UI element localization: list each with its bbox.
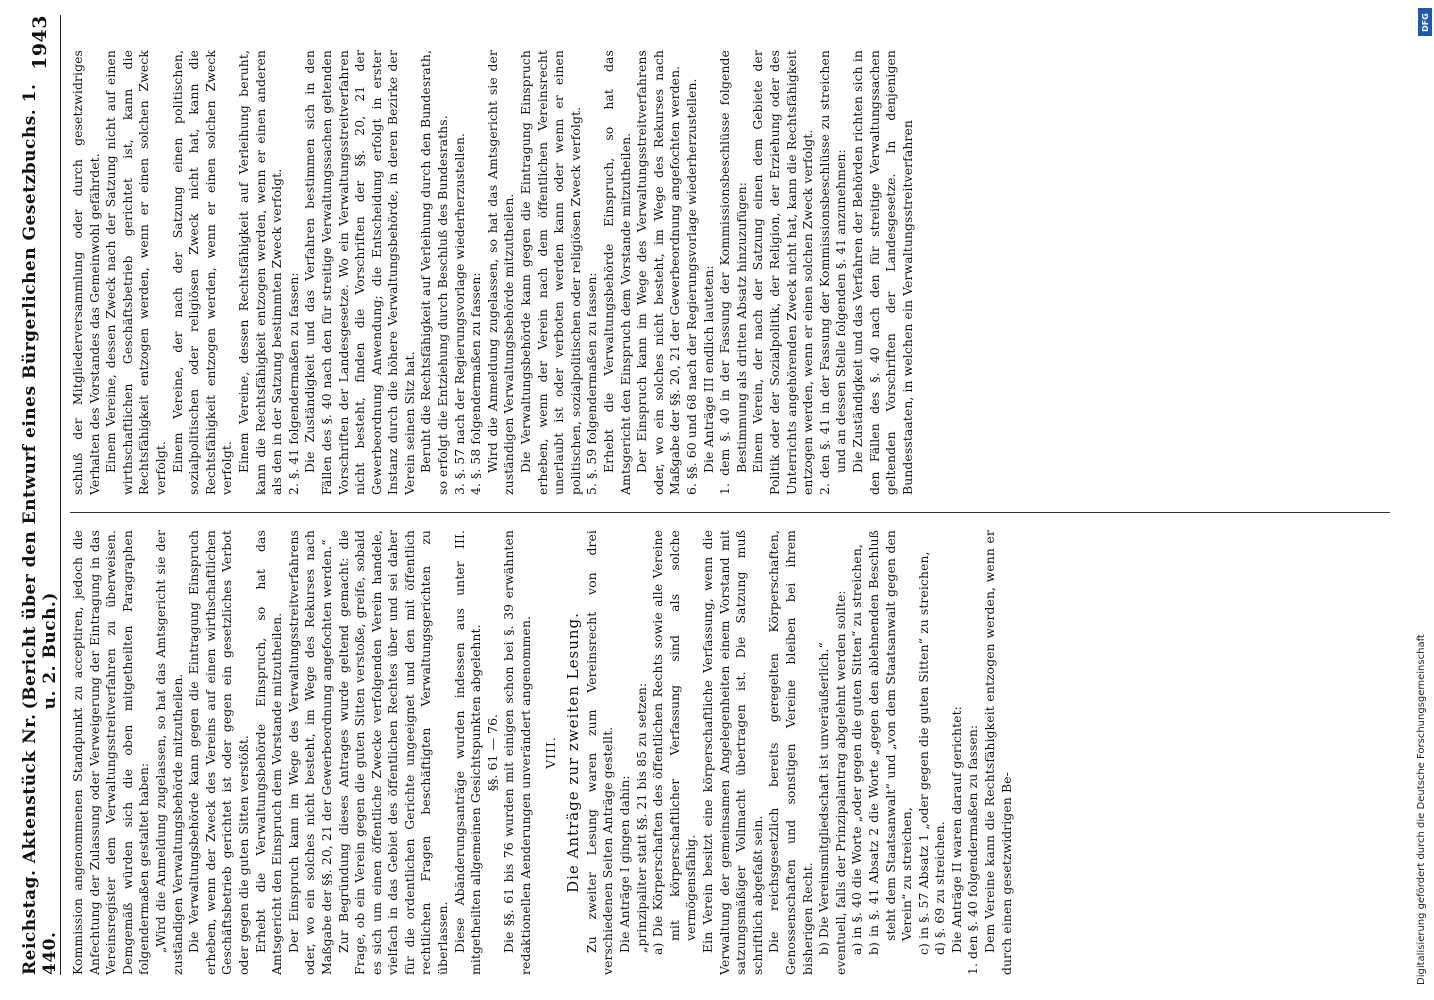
paragraph: Erhebt die Verwaltungsbehörde Einspruch, so hat das Amtsgericht den Einspruch dem Vorstande mitzutheilen.: [252, 530, 285, 975]
dfg-logo: DFG: [1418, 8, 1432, 36]
paragraph: Die Anträge III endlich lauteten:: [700, 265, 716, 473]
paragraph: Die reichsgesetzlich bereits geregelten Körperschaften, Genossenschaften und sonstigen Vereine bleiben bei ihrem bisherigen Recht.: [766, 530, 815, 975]
paragraph: Zur Begründung dieses Antrages wurde geltend gemacht: die Frage, ob ein Verein gegen die guten Sitten verstoße, greife, sobald es sich um einen öffentliche Zwecke verfolgenden Verein handele, vielfach in das Gebiet des öffentlichen Rechtes über und sei daher für die ordentlichen Gerichte ungeeignet und den mit öffentlich rechtlichen Fragen beschäftigten Verwaltungsgerichten zu überlassen.: [335, 530, 451, 975]
paragraph: Die Anträge II waren darauf gerichtet:: [948, 706, 964, 953]
paragraph: 5. §. 59 folgendermaßen zu fassen:: [584, 272, 600, 495]
paragraph: Die Verwaltungsbehörde kann gegen die Eintragung Einspruch erheben, wenn der Zweck des Vereins auf einen wirthschaftlichen Geschäftsbetrieb gerichtet ist oder gegen ein gesetzliches Verbot oder gegen die guten Sitten verstößt.: [186, 530, 251, 975]
header-left: Reichstag. Aktenstück Nr. 440.: [20, 713, 60, 975]
paragraph: d) §. 69 zu streichen.: [932, 821, 948, 955]
paragraph: VIII.: [542, 736, 558, 769]
paragraph: Die Zuständigkeit und das Verfahren bestimmen sich in den Fällen des §. 40 nach den für streitige Verwaltungssachen geltenden Vorschriften der Landesgesetze. Wo ein Verwaltungsstreitverfahren nicht besteht, finden die Vorschriften der §§. 20, 21 der Gewerbeordnung Anwendung; die Entscheidung erfolgt in erster Instanz durch die höhere Verwaltungsbehörde, in deren Bezirke der Verein seinen Sitz hat.: [302, 50, 417, 495]
paragraph: Die Anträge I gingen dahin:: [617, 775, 632, 953]
paragraph: Die Zuständigkeit und das Verfahren der Behörden richten sich in den Fällen des §. 40 nach den für streitige Verwaltungssachen geltenden Vorschriften der Landesgesetze. In denjenigen Bundesstaaten, in welchen ein Verwaltungsstreitverfahren: [849, 50, 915, 495]
paragraph: Dem Vereine kann die Rechtsfähigkeit entzogen werden, wenn er durch einen gesetzwidrigen Be-: [982, 530, 1014, 975]
document-page: [20, 15, 1405, 975]
paragraph: Zu zweiter Lesung waren zum Vereinsrecht von drei verschiedenen Seiten Anträge gestellt.: [583, 530, 616, 975]
header-center: (Bericht über den Entwurf eines Bürgerlichen Gesetzbuchs. 1. u. 2. Buch.): [20, 83, 60, 710]
paragraph: b) in §. 41 Absatz 2 die Worte „gegen den ablehnenden Beschluß steht dem Staatsanwalt“ und „von dem Staatsanwalt gegen den Verein“ zu streichen,: [865, 530, 915, 955]
paragraph: „prinzipaliter statt §§. 21 bis 85 zu setzen:: [633, 682, 649, 953]
left-column: [70, 530, 1015, 975]
paragraph: 1. den §. 40 folgendermaßen zu fassen:: [965, 724, 981, 975]
paragraph: 2. §. 41 folgendermaßen zu fassen:: [285, 272, 301, 495]
paragraph: Die §§. 61 bis 76 wurden mit einigen schon bei §. 39 erwähnten redaktionellen Aenderungen unverändert angenommen.: [501, 530, 534, 975]
paragraph: Kommission angenommenen Standpunkt zu acceptiren, jedoch die Anfechtung der Zulassung oder Verweigerung der Eintragung in das Vereinsregister dem Verwaltungsstreitverfahren zu überweisen. Demgemäß würden sich die oben mitgetheilten Paragraphen folgendermaßen gestaltet haben:: [70, 530, 152, 975]
paragraph: c) in §. 57 Absatz 1 „oder gegen die guten Sitten“ zu streichen,: [915, 551, 931, 955]
paragraph: schluß der Mitgliederversammlung oder durch gesetzwidriges Verhalten des Vorstandes das Gemeinwohl gefährdet.: [70, 50, 102, 495]
paragraph: Beruht die Rechtsfähigkeit auf Verleihung durch den Bundesrath, so erfolgt die Entziehung durch Beschluß des Bundesraths.: [418, 50, 451, 495]
paragraph: a) Die Körperschaften des öffentlichen Rechts sowie alle Vereine mit körperschaftlicher Verfassung sind als solche vermögensfähig.: [650, 530, 699, 955]
paragraph: §§. 61 — 76.: [484, 713, 500, 792]
paragraph: a) in §. 40 die Worte „oder gegen die guten Sitten“ zu streichen,: [849, 544, 865, 955]
page-header: [20, 15, 61, 975]
paragraph: 4. §. 58 folgendermaßen zu fassen:: [468, 272, 484, 495]
paragraph: Die Anträge zur zweiten Lesung.: [564, 612, 583, 893]
paragraph: Der Einspruch kann im Wege des Verwaltungsstreitverfahrens oder, wo ein solches nicht besteht, im Wege des Rekurses nach Maßgabe der §§. 20, 21 der Gewerbeordnung angefochten werden.: [634, 50, 683, 495]
right-column: [70, 50, 916, 495]
paragraph: Ein Verein besitzt eine körperschaftliche Verfassung, wenn die Verwaltung der gemeinsamen Angelegenheiten einem Vorstand mit satzungsmäßiger Vollmacht übertragen ist. Die Satzung muß schriftlich abgefaßt sein.: [699, 530, 765, 975]
paragraph: eventuell, falls der Prinzipalantrag abgelehnt werden sollte:: [832, 590, 848, 975]
paragraph: b) Die Vereinsmitgliedschaft ist unveräußerlich.“: [816, 642, 832, 955]
paragraph: „Wird die Anmeldung zugelassen, so hat das Amtsgericht sie der zuständigen Verwaltungsbehörde mitzutheilen.: [152, 530, 185, 975]
paragraph: Einem Vereine, dessen Zweck nach der Satzung nicht auf einen wirthschaftlichen Geschäftsbetrieb gerichtet ist, kann die Rechtsfähigkeit entzogen werden, wenn er einen solchen Zweck verfolgt.: [103, 50, 168, 495]
paragraph: Die Verwaltungsbehörde kann gegen die Eintragung Einspruch erheben, wenn der Verein nach dem öffentlichen Vereinsrecht unerlaubt ist oder verboten werden kann oder wenn er einen politischen, sozialpolitischen oder religiösen Zweck verfolgt.: [518, 50, 583, 495]
column-divider: [70, 512, 1390, 513]
digitization-note: Digitalisierung gefördert durch die Deutsche Forschungsgemeinschaft: [1416, 634, 1427, 985]
paragraph: Diese Abänderungsanträge wurden indessen aus unter III. mitgetheilten allgemeinen Gesichtspunkten abgelehnt.: [451, 530, 484, 975]
page-number: 1943: [29, 15, 51, 70]
paragraph: Wird die Anmeldung zugelassen, so hat das Amtsgericht sie der zuständigen Verwaltungsbehörde mitzutheilen.: [484, 50, 517, 495]
paragraph: Einem Vereine, der nach der Satzung einen politischen, sozialpolitischen oder religiösen Zweck nicht hat, kann die Rechtsfähigkeit entzogen werden, wenn er einen solchen Zweck verfolgt.: [169, 50, 235, 495]
paragraph: 6. §§. 60 und 68 nach der Regierungsvorlage wiederherzustellen.: [683, 78, 699, 495]
paragraph: Einem Verein, der nach der Satzung einen dem Gebiete der Politik oder der Sozialpolitik, der Religion, der Erziehung oder des Unterrichts angehörenden Zweck nicht hat, kann die Rechtsfähigkeit entzogen werden, wenn er einen solchen Zweck verfolgt.: [750, 50, 816, 495]
paragraph: Der Einspruch kann im Wege des Verwaltungsstreitverfahrens oder, wo ein solches nicht besteht, im Wege des Rekurses nach Maßgabe der §§. 20, 21 der Gewerbeordnung angefochten werden.“: [285, 530, 334, 975]
paragraph: 3. §. 57 nach der Regierungsvorlage wiederherzustellen.: [451, 132, 467, 495]
paragraph: Erhebt die Verwaltungsbehörde Einspruch, so hat das Amtsgericht den Einspruch dem Vorstande mitzutheilen.: [601, 50, 633, 495]
paragraph: 1. dem §. 40 in der Fassung der Kommissionsbeschlüsse folgende Bestimmung als dritten Absatz hinzuzufügen:: [717, 50, 749, 495]
paragraph: Einem Vereine, dessen Rechtsfähigkeit auf Verleihung beruht, kann die Rechtsfähigkeit entzogen werden, wenn er einen anderen als den in der Satzung bestimmten Zweck verfolgt.: [235, 50, 285, 495]
paragraph: 2. den §. 41 in der Fassung der Kommissionsbeschlüsse zu streichen und an dessen Stelle folgenden §. 41 anzunehmen:: [816, 50, 849, 495]
